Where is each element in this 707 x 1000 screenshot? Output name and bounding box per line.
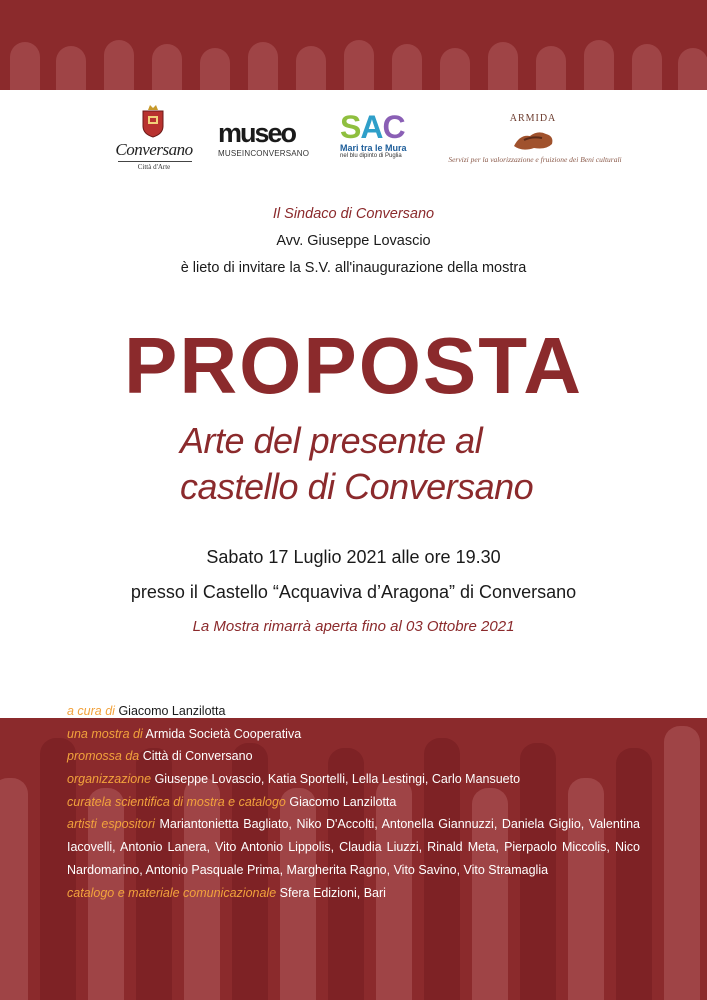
credit-scientific-curation: curatela scientifica di mostra e catalogo Giacomo Lanzilotta <box>67 794 397 809</box>
host-name: Avv. Giuseppe Lovascio <box>276 233 431 249</box>
museo-logo-mark: museo <box>218 118 296 148</box>
conversano-logo-name: Conversano <box>115 140 193 159</box>
event-date: Sabato 17 Luglio 2021 alle ore 19.30 <box>206 547 501 567</box>
armida-logo-tagline: Servizi per la valorizzazione e fruizione dei Beni culturali <box>448 155 622 164</box>
credits-block <box>67 700 640 904</box>
credit-organization: organizzazione Giuseppe Lovascio, Katia Sportelli, Lella Lestingi, Carlo Mansueto <box>67 772 521 787</box>
credit-promoted-by: promossa da Città di Conversano <box>67 749 253 764</box>
museo-logo-text: MUSEINCONVERSANO <box>218 149 310 158</box>
sac-logo-line1: Mari tra le Mura <box>340 143 407 153</box>
credit-exhibition-by: una mostra di Armida Società Cooperativa <box>67 726 302 741</box>
host-title: Il Sindaco di Conversano <box>272 206 435 222</box>
sac-logo-line2: nel blu dipinto di Puglia <box>340 153 402 159</box>
credit-artists: artisti espositori Mariantonietta Bagliato, Niko D'Accolti, Antonella Giannuzzi, Daniela Giglio, Valentina Iacovelli, Antonio Lanera, Vito Antonio Lippolis, Claudia Liuzzi, Rinald Meta, Pierpaolo Miccolis, Nico Nardomarino, Antonio Pasquale Prima, Margherita Ragno, Vito Savino, Vito Stramaglia <box>67 817 640 877</box>
exhibition-subtitle-line2: castello di Conversano <box>180 466 534 507</box>
conversano-logo <box>108 102 200 180</box>
invitation-line: è lieto di invitare la S.V. all'inaugurazione della mostra <box>180 260 527 276</box>
exhibition-subtitle-line1: Arte del presente al <box>180 420 483 461</box>
conversano-logo-subtitle: Città d'Arte <box>137 163 171 171</box>
top-decorative-band <box>0 0 707 90</box>
exhibition-subtitle <box>180 418 660 510</box>
credit-curator: a cura di Giacomo Lanzilotta <box>67 704 226 718</box>
sac-logo <box>340 109 424 168</box>
reclining-figure-icon <box>510 126 556 152</box>
sac-logo-mark: SAC <box>340 109 405 145</box>
armida-logo <box>440 113 630 169</box>
event-open-until: La Mostra rimarrà aperta fino al 03 Ottobre 2021 <box>192 618 515 635</box>
crest-icon <box>140 104 166 138</box>
event-place: presso il Castello “Acquaviva d’Aragona” di Conversano <box>130 582 577 602</box>
armida-logo-name: ARMIDA <box>509 113 557 124</box>
exhibition-title: PROPOSTA <box>123 321 583 410</box>
museo-logo <box>218 120 324 160</box>
credit-catalogue: catalogo e materiale comunicazionale Sfera Edizioni, Bari <box>67 885 386 900</box>
